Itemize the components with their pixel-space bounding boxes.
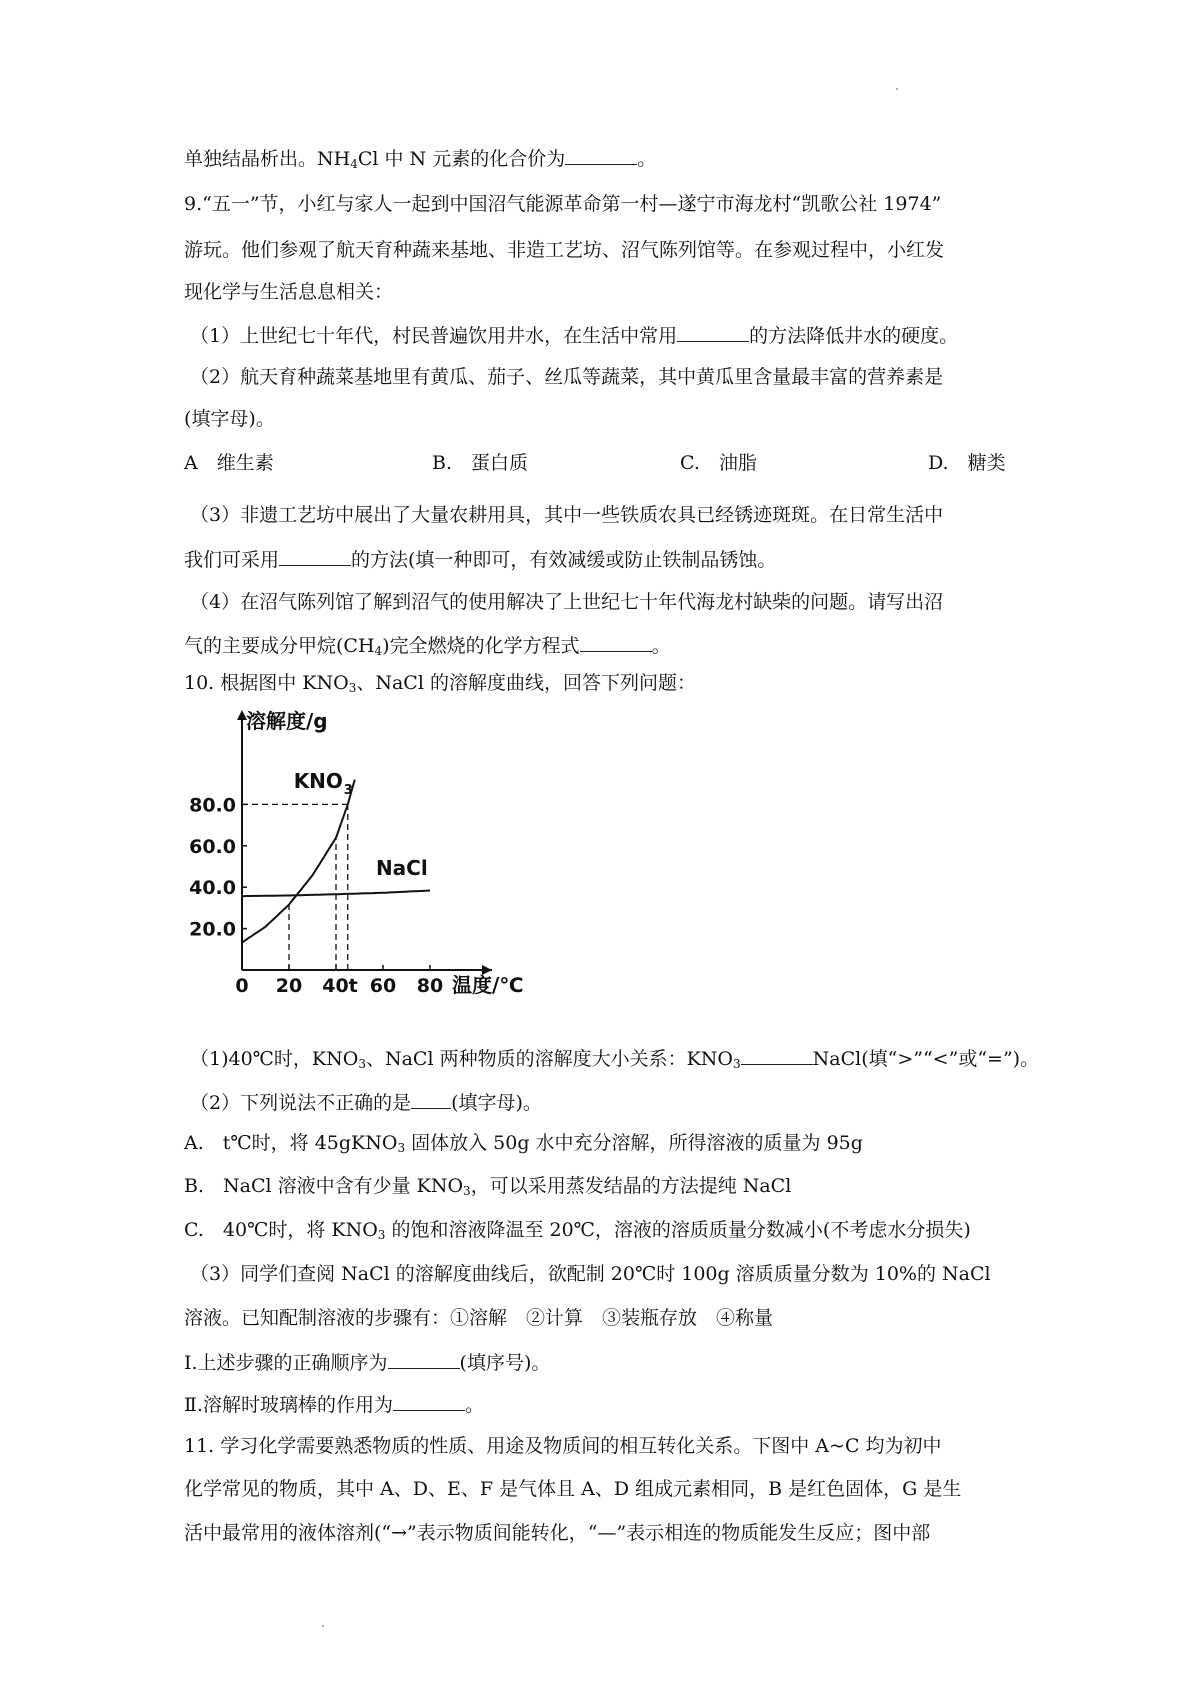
text-line-intro: 单独结晶析出。$NH_4Cl$ 中 N 元素的化合价为 。 [184,144,656,172]
x-tick-label: 20 [275,975,303,997]
answer-blank[interactable] [279,545,351,566]
kno3-series-label: KNO [293,768,343,793]
q9-part2-cont: (填字母)。 [184,408,275,430]
scan-speck [896,88,898,90]
x-axis-label: 温度/℃ [452,973,524,997]
chart-guides [242,804,348,970]
option-b[interactable]: B. 蛋白质 [432,452,529,474]
q9-part4: （4）在沼气陈列馆了解到沼气的使用解决了上世纪七十年代海龙村缺柴的问题。请写出沼 [190,591,944,613]
q11-stem-line-1: 11. 学习化学需要熟悉物质的性质、用途及物质间的相互转化关系。下图中 A~C 均为初中 [184,1435,942,1457]
q9-part4-cont: 气的主要成分甲烷$(CH_4)$完全燃烧的化学方程式 。 [184,631,671,659]
q10-stem: 10. 根据图中 $KNO_3$、NaCl 的溶解度曲线，回答下列问题： [184,672,696,695]
y-axis-label: 溶解度/g [246,709,328,733]
answer-blank[interactable] [580,631,652,652]
q10-option-a[interactable]: A. t℃时，将 45gKNO$_3$ 固体放入 50g 水中充分溶解，所得溶液的质量为 95g [184,1132,863,1155]
y-tick-label: 40.0 [189,877,236,900]
x-tick-label: 0 [235,975,249,997]
q9-part2: （2）航天育种蔬菜基地里有黄瓜、茄子、丝瓜等蔬菜，其中黄瓜里含量最丰富的营养素是 [190,366,944,388]
nacl-series-label: NaCl [375,855,428,880]
answer-blank[interactable] [741,1044,813,1065]
q10-part3-cont: 溶液。已知配制溶液的步骤有：①溶解 ②计算 ③装瓶存放 ④称量 [184,1307,774,1329]
q9-part1: （1）上世纪七十年代，村民普遍饮用井水，在生活中常用 的方法降低井水的硬度。 [190,321,958,349]
option-c[interactable]: C. 油脂 [680,452,757,474]
option-a[interactable]: A 维生素 [184,452,274,474]
answer-blank[interactable] [393,1390,465,1411]
kno3-series-subscript: 3 [343,782,353,798]
answer-blank[interactable] [388,1348,460,1369]
q9-stem-line-2: 游玩。他们参观了航天育种蔬来基地、非造工艺坊、沼气陈列馆等。在参观过程中，小红发 [184,239,945,261]
scan-speck [322,1625,324,1627]
q10-option-c[interactable]: C. 40℃时，将 $KNO_3$ 的饱和溶液降温至 20℃，溶液的溶质质量分数减小(不考虑水分损失) [184,1219,971,1242]
q9-part3-cont: 我们可采用 的方法(填一种即可，有效减缓或防止铁制品锈蚀。 [184,545,776,573]
answer-blank[interactable] [565,144,637,165]
q10-part1: （1)40℃时，$KNO_3$、NaCl 两种物质的溶解度大小关系：$KNO_3$ NaCl(填“>”“<”或“=”)。 [190,1044,1039,1072]
answer-blank[interactable] [411,1088,451,1109]
y-tick-label: 20.0 [189,918,236,941]
q10-part2: （2）下列说法不正确的是 (填字母)。 [190,1088,542,1116]
option-d[interactable]: D. 糖类 [928,452,1006,474]
q10-part3: （3）同学们查阅 NaCl 的溶解度曲线后，欲配制 20℃时 100g 溶质质量分数为 10%的 NaCl [190,1263,991,1285]
q10-sub-i: I.上述步骤的正确顺序为 (填序号)。 [184,1348,550,1376]
answer-blank[interactable] [677,321,749,342]
x-tick-label: 40t [322,975,358,997]
solubility-chart [184,700,544,1020]
chart-labels [189,709,523,997]
q11-stem-line-2: 化学常见的物质，其中 A、D、E、F 是气体且 A、D 组成元素相同，B 是红色固体，G 是生 [184,1478,962,1500]
y-tick-label: 80.0 [189,794,236,817]
q9-stem-line-1: 9.“五一”节，小红与家人一起到中国沼气能源革命第一村—遂宁市海龙村“凯歌公社 1974” [184,193,942,215]
chart-axes [237,710,492,975]
q10-option-b[interactable]: B. NaCl 溶液中含有少量 $KNO_3$，可以采用蒸发结晶的方法提纯 NaCl [184,1175,792,1198]
q10-sub-ii: Ⅱ.溶解时玻璃棒的作用为 。 [184,1390,484,1418]
q9-part3: （3）非遗工艺坊中展出了大量农耕用具，其中一些铁质农具已经锈迹斑斑。在日常生活中 [190,504,944,526]
y-tick-label: 60.0 [189,835,236,858]
q11-stem-line-3: 活中最常用的液体溶剂(“→”表示物质间能转化，“—”表示相连的物质能发生反应；图中部 [184,1522,931,1544]
x-tick-label: 80 [416,975,444,997]
q9-stem-line-3: 现化学与生活息息相关： [184,281,394,303]
x-tick-label: 60 [369,975,397,997]
